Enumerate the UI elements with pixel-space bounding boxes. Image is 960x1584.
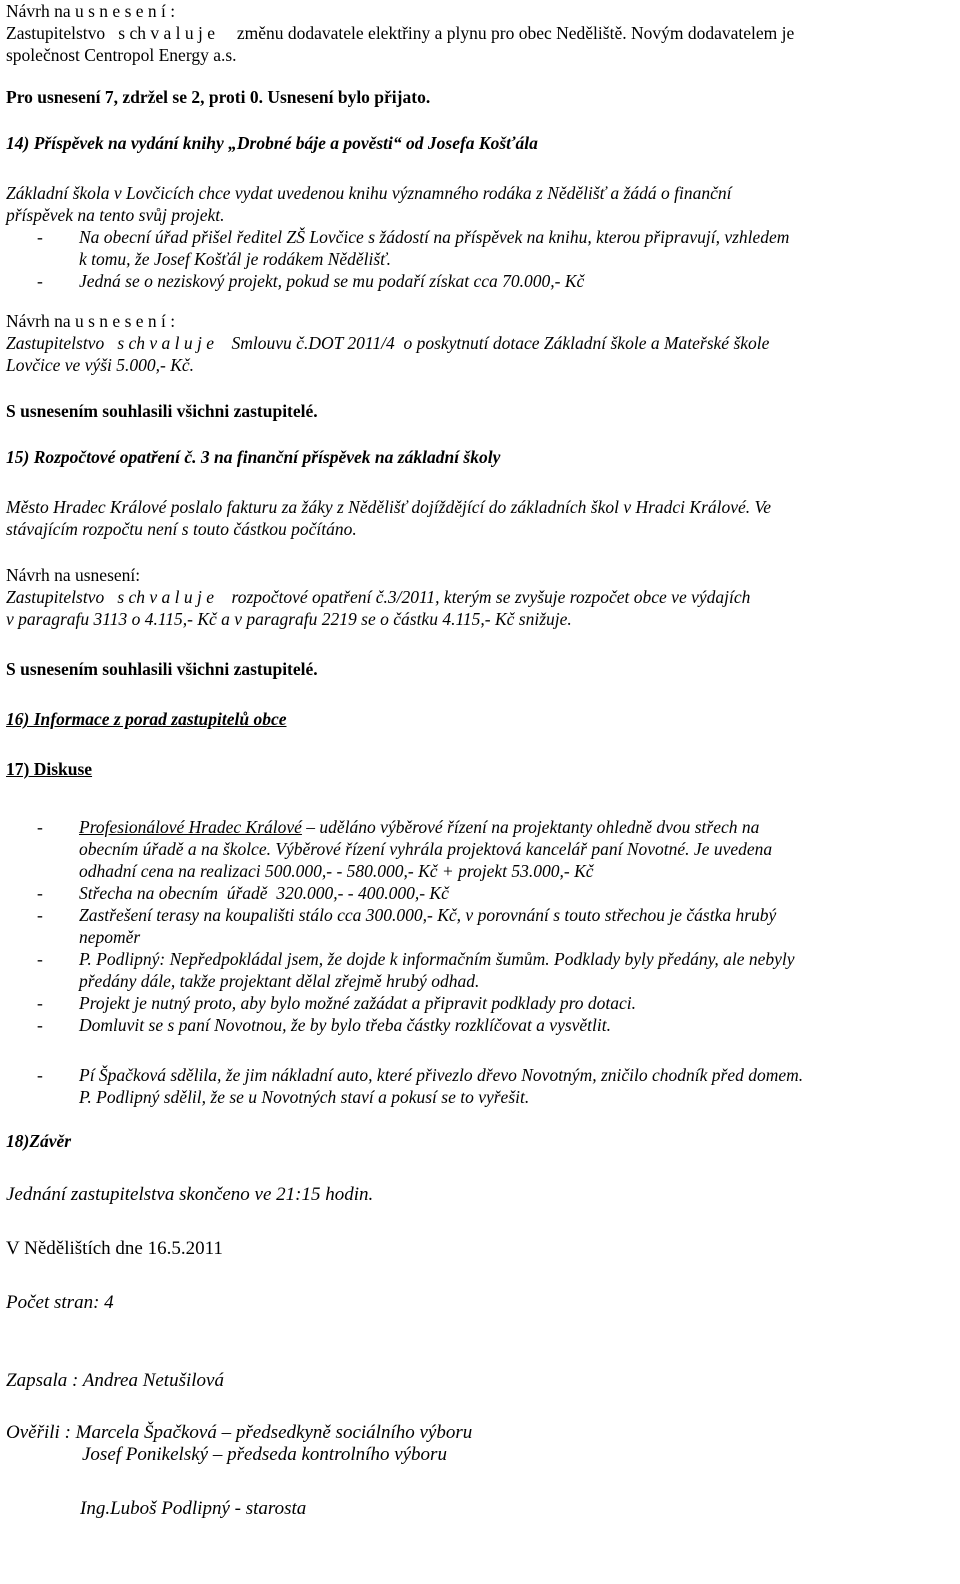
bullet-dash: - xyxy=(37,993,43,1013)
resolution-text: Zastupitelstvo s ch v a l u j e rozpočtové opatření č.3/2011, kterým se zvyšuje rozpočet obce ve výdajích xyxy=(6,587,751,607)
resolution-text-cont: Lovčice ve výši 5.000,- Kč. xyxy=(6,355,195,375)
list-item-text: Střecha na obecním úřadě 320.000,- - 400.000,- Kč xyxy=(79,883,449,903)
bullet-dash: - xyxy=(37,817,43,837)
list-item-text: Na obecní úřad přišel ředitel ZŠ Lovčice s žádostí na příspěvek na knihu, kterou připravují, vzhledem xyxy=(79,227,790,247)
proposal-label: Návrh na usnesení: xyxy=(6,565,141,585)
document-page xyxy=(6,0,956,1520)
organization-name: Profesionálové Hradec Králové xyxy=(79,817,302,837)
list-item-text: předány dále, takže projektant dělal zřejmě hrubý odhad. xyxy=(79,971,480,991)
section-15-intro-cont: stávajícím rozpočtu není s touto částkou počítáno. xyxy=(6,519,357,539)
list-item-text: P. Podlipný: Nepředpokládal jsem, že dojde k informačním šumům. Podklady byly předány, ale nebyly xyxy=(79,949,795,969)
list-item xyxy=(6,992,956,1014)
bullet-dash: - xyxy=(37,1065,43,1085)
list-item xyxy=(6,1014,956,1036)
bullet-dash: - xyxy=(37,883,43,903)
list-item xyxy=(6,816,956,882)
list-item-text: nepoměr xyxy=(79,927,141,947)
vote-result: S usnesením souhlasili všichni zastupitelé. xyxy=(6,659,318,679)
list-item-text: Jedná se o neziskový projekt, pokud se mu podaří získat cca 70.000,- Kč xyxy=(79,271,585,291)
bullet-dash: - xyxy=(37,227,43,247)
recorder: Zapsala : Andrea Netušilová xyxy=(6,1370,224,1391)
section-14-intro: Základní škola v Lovčicích chce vydat uvedenou knihu významného rodáka z Nědělišť a žádá o finanční xyxy=(6,183,732,203)
list-item xyxy=(6,882,956,904)
list-item-text: P. Podlipný sdělil, že se u Novotných staví a pokusí se to vyřešit. xyxy=(79,1087,530,1107)
bullet-dash: - xyxy=(37,1015,43,1035)
section-14-intro-cont: příspěvek na tento svůj projekt. xyxy=(6,205,225,225)
section-16-heading: 16) Informace z porad zastupitelů obce xyxy=(6,709,287,729)
list-item xyxy=(6,226,956,270)
proposal-label: Návrh na u s n e s e n í : xyxy=(6,1,176,21)
section-15-heading: 15) Rozpočtové opatření č. 3 na finanční příspěvek na základní školy xyxy=(6,447,501,467)
vote-result: S usnesením souhlasili všichni zastupitelé. xyxy=(6,401,318,421)
list-item xyxy=(6,270,956,292)
list-item-text: odhadní cena na realizaci 500.000,- - 580.000,- Kč + projekt 53.000,- Kč xyxy=(79,861,594,881)
list-item-text: Projekt je nutný proto, aby bylo možné zažádat a připravit podklady pro dotaci. xyxy=(79,993,637,1013)
proposal-label: Návrh na u s n e s e n í : xyxy=(6,311,176,331)
section-15-intro: Město Hradec Králové poslalo fakturu za žáky z Nědělišť dojíždějící do základních škol v Hradci Králové. Ve xyxy=(6,497,772,517)
resolution-text: Zastupitelstvo s ch v a l u j e změnu dodavatele elektřiny a plynu pro obec Neděliště. Novým dodavatelem je xyxy=(6,23,795,43)
list-item-text: k tomu, že Josef Košťál je rodákem Nědělišť. xyxy=(79,249,391,269)
date-place: V Nědělištích dne 16.5.2011 xyxy=(6,1238,223,1259)
mayor-signature: Ing.Luboš Podlipný - starosta xyxy=(80,1498,307,1519)
bullet-dash: - xyxy=(37,949,43,969)
verifiers: Ověřili : Marcela Špačková – předsedkyně sociálního výboru xyxy=(6,1422,473,1443)
section-17-heading: 17) Diskuse xyxy=(6,759,93,779)
resolution-text: Zastupitelstvo s ch v a l u j e Smlouvu č.DOT 2011/4 o poskytnutí dotace Základní škole a Mateřské škole xyxy=(6,333,770,353)
list-item xyxy=(6,948,956,992)
list-item xyxy=(6,904,956,948)
list-item xyxy=(6,1064,956,1108)
section-18-heading: 18)Závěr xyxy=(6,1131,72,1151)
list-item-text-rest: – uděláno výběrové řízení na projektanty ohledně dvou střech na xyxy=(301,817,760,837)
bullet-dash: - xyxy=(37,905,43,925)
resolution-text-cont: společnost Centropol Energy a.s. xyxy=(6,45,237,65)
list-item-text: Pí Špačková sdělila, že jim nákladní auto, které přivezlo dřevo Novotným, zničilo chodník před domem. xyxy=(79,1065,804,1085)
list-item-text: Zastřešení terasy na koupališti stálo cca 300.000,- Kč, v porovnání s touto střechou je částka hrubý xyxy=(79,905,777,925)
section-14-heading: 14) Příspěvek na vydání knihy „Drobné báje a pověsti“ od Josefa Košťála xyxy=(6,133,538,153)
verifier-2: Josef Ponikelský – předseda kontrolního výboru xyxy=(82,1444,447,1465)
list-item-text: obecním úřadě a na školce. Výběrové řízení vyhrála projektová kancelář paní Novotné. Je uvedena xyxy=(79,839,773,859)
meeting-end: Jednání zastupitelstva skončeno ve 21:15 hodin. xyxy=(6,1184,374,1205)
list-item-text: Domluvit se s paní Novotnou, že by bylo třeba částky rozklíčovat a vysvětlit. xyxy=(79,1015,612,1035)
vote-result: Pro usnesení 7, zdržel se 2, proti 0. Usnesení bylo přijato. xyxy=(6,87,431,107)
resolution-text-cont: v paragrafu 3113 o 4.115,- Kč a v paragrafu 2219 se o částku 4.115,- Kč snižuje. xyxy=(6,609,572,629)
bullet-dash: - xyxy=(37,271,43,291)
page-count: Počet stran: 4 xyxy=(6,1292,114,1313)
list-item-text xyxy=(79,816,956,838)
